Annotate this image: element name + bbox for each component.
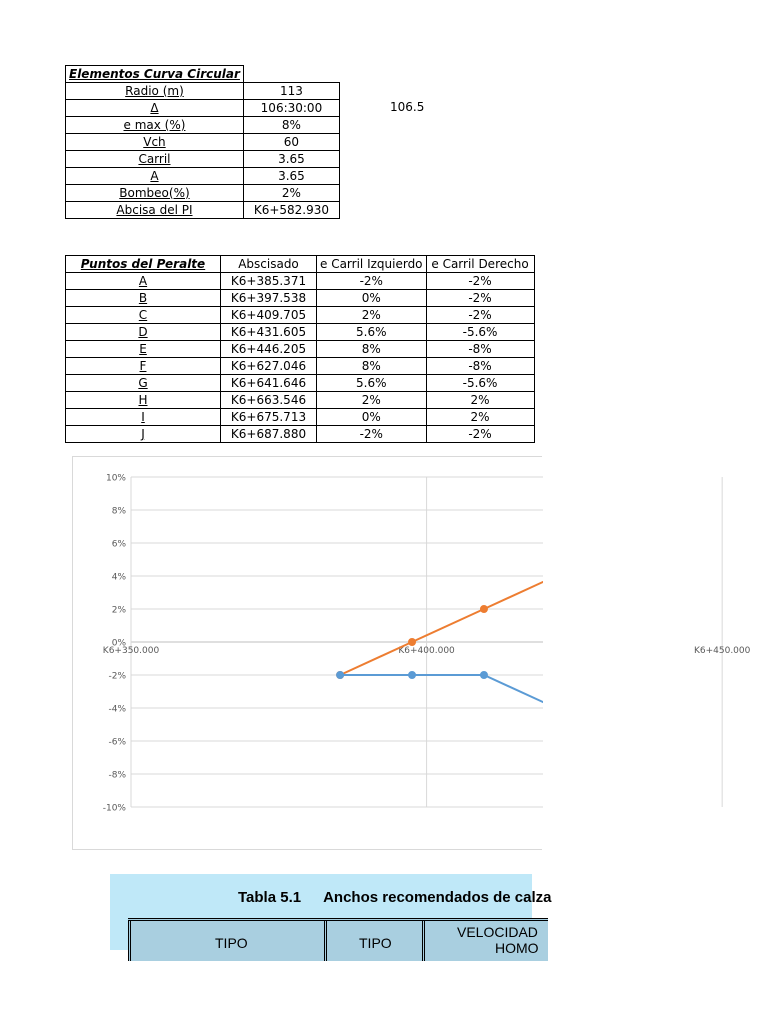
- table-cell[interactable]: K6+397.538: [221, 290, 317, 307]
- y-tick-label: -8%: [108, 770, 126, 781]
- curve-param-value[interactable]: 113: [243, 83, 339, 100]
- peralte-col-header[interactable]: e Carril Derecho: [426, 256, 534, 273]
- curve-param-value[interactable]: 3.65: [243, 151, 339, 168]
- col-header-velocidad: VELOCIDAD HOMO: [422, 921, 565, 961]
- chart-canvas: [73, 457, 751, 851]
- delta-decimal-value: 106.5: [390, 100, 425, 114]
- point-label[interactable]: I: [66, 409, 221, 426]
- embedded-table-title: [238, 889, 552, 906]
- curve-param-value[interactable]: 2%: [243, 185, 339, 202]
- table-row: [66, 307, 535, 324]
- table-cell[interactable]: -8%: [426, 341, 534, 358]
- curve-param-label[interactable]: Carril: [66, 151, 244, 168]
- table-row: [66, 426, 535, 443]
- table-cell[interactable]: 5.6%: [317, 375, 427, 392]
- point-label[interactable]: J: [66, 426, 221, 443]
- curve-param-value[interactable]: 60: [243, 134, 339, 151]
- point-label[interactable]: D: [66, 324, 221, 341]
- table-cell[interactable]: -5.6%: [426, 324, 534, 341]
- x-tick-label: K6+400.000: [398, 646, 455, 656]
- table-row: [66, 151, 340, 168]
- curve-param-value[interactable]: 106:30:00: [243, 100, 339, 117]
- curve-table-header: Elementos Curva Circular: [66, 66, 244, 83]
- embedded-table-header: [128, 918, 548, 961]
- y-tick-label: -6%: [108, 737, 126, 748]
- curve-param-value[interactable]: 3.65: [243, 168, 339, 185]
- curve-param-label[interactable]: Radio (m): [66, 83, 244, 100]
- col-header-tipo-2: TIPO: [324, 921, 425, 961]
- table-cell[interactable]: 2%: [426, 392, 534, 409]
- table-caption: Anchos recomendados de calza: [323, 889, 552, 906]
- table-cell[interactable]: 2%: [426, 409, 534, 426]
- table-cell[interactable]: K6+675.713: [221, 409, 317, 426]
- table-row: [66, 290, 535, 307]
- col-header-tipo-1: TIPO: [128, 921, 327, 961]
- table-cell[interactable]: -2%: [317, 426, 427, 443]
- table-cell[interactable]: 5.6%: [317, 324, 427, 341]
- y-tick-label: 4%: [111, 572, 126, 583]
- table-cell[interactable]: 2%: [317, 392, 427, 409]
- series-2-point: [480, 672, 487, 679]
- table-cell[interactable]: 8%: [317, 358, 427, 375]
- y-tick-label: -4%: [108, 704, 126, 715]
- table-row: [66, 392, 535, 409]
- curve-param-label[interactable]: A: [66, 168, 244, 185]
- table-cell[interactable]: -5.6%: [426, 375, 534, 392]
- table-cell[interactable]: K6+627.046: [221, 358, 317, 375]
- peralte-col-header[interactable]: Abscisado: [221, 256, 317, 273]
- table-cell[interactable]: -2%: [426, 307, 534, 324]
- table-cell[interactable]: K6+641.646: [221, 375, 317, 392]
- table-row: [66, 409, 535, 426]
- curve-param-label[interactable]: Vch: [66, 134, 244, 151]
- table-cell[interactable]: 2%: [317, 307, 427, 324]
- series-2-point: [337, 672, 344, 679]
- peralte-chart[interactable]: [72, 456, 751, 850]
- x-tick-label: K6+350.000: [102, 646, 160, 656]
- table-cell[interactable]: -2%: [426, 426, 534, 443]
- series-1-point: [409, 639, 416, 646]
- table-row: [66, 134, 340, 151]
- point-label[interactable]: G: [66, 375, 221, 392]
- curve-param-value[interactable]: K6+582.930: [243, 202, 339, 219]
- embedded-table-image: [110, 874, 552, 956]
- y-tick-label: -2%: [108, 671, 126, 682]
- table-cell[interactable]: 0%: [317, 409, 427, 426]
- table-cell[interactable]: K6+687.880: [221, 426, 317, 443]
- point-label[interactable]: E: [66, 341, 221, 358]
- y-tick-label: 10%: [105, 473, 126, 484]
- table-number: Tabla 5.1: [238, 889, 302, 906]
- point-label[interactable]: A: [66, 273, 221, 290]
- table-cell[interactable]: K6+431.605: [221, 324, 317, 341]
- table-row: [66, 83, 340, 100]
- table-row: [66, 341, 535, 358]
- table-row: [66, 100, 340, 117]
- table-cell[interactable]: K6+446.205: [221, 341, 317, 358]
- table-cell[interactable]: K6+663.546: [221, 392, 317, 409]
- curve-param-label[interactable]: Bombeo(%): [66, 185, 244, 202]
- y-tick-label: 8%: [111, 506, 126, 517]
- table-row: [66, 375, 535, 392]
- series-2-point: [409, 672, 416, 679]
- point-label[interactable]: F: [66, 358, 221, 375]
- table-cell[interactable]: 0%: [317, 290, 427, 307]
- y-tick-label: -10%: [102, 803, 126, 814]
- table-cell[interactable]: 8%: [317, 341, 427, 358]
- table-cell[interactable]: K6+385.371: [221, 273, 317, 290]
- table-row: [66, 168, 340, 185]
- table-row: [66, 273, 535, 290]
- curve-param-label[interactable]: Δ: [66, 100, 244, 117]
- table-row: [66, 185, 340, 202]
- point-label[interactable]: B: [66, 290, 221, 307]
- peralte-points-table: [65, 255, 535, 443]
- y-tick-label: 2%: [111, 605, 126, 616]
- table-row: [66, 117, 340, 134]
- table-cell[interactable]: K6+409.705: [221, 307, 317, 324]
- table-cell[interactable]: -2%: [317, 273, 427, 290]
- point-label[interactable]: C: [66, 307, 221, 324]
- table-cell[interactable]: -2%: [426, 290, 534, 307]
- table-cell[interactable]: -8%: [426, 358, 534, 375]
- x-tick-label: K6+450.000: [693, 646, 751, 656]
- curve-param-label[interactable]: e max (%): [66, 117, 244, 134]
- y-tick-label: 6%: [111, 539, 126, 550]
- table-cell[interactable]: -2%: [426, 273, 534, 290]
- point-label[interactable]: H: [66, 392, 221, 409]
- table-row: [66, 202, 340, 219]
- peralte-col-header[interactable]: Puntos del Peralte: [66, 256, 221, 273]
- y-tick-label: 0%: [111, 638, 126, 649]
- curve-param-value[interactable]: 8%: [243, 117, 339, 134]
- series-1-point: [480, 606, 487, 613]
- table-row: [66, 324, 535, 341]
- table-row: [66, 358, 535, 375]
- peralte-col-header[interactable]: e Carril Izquierdo: [317, 256, 427, 273]
- curve-elements-table: [65, 65, 340, 219]
- curve-param-label[interactable]: Abcisa del PI: [66, 202, 244, 219]
- series-line-2: [340, 609, 768, 774]
